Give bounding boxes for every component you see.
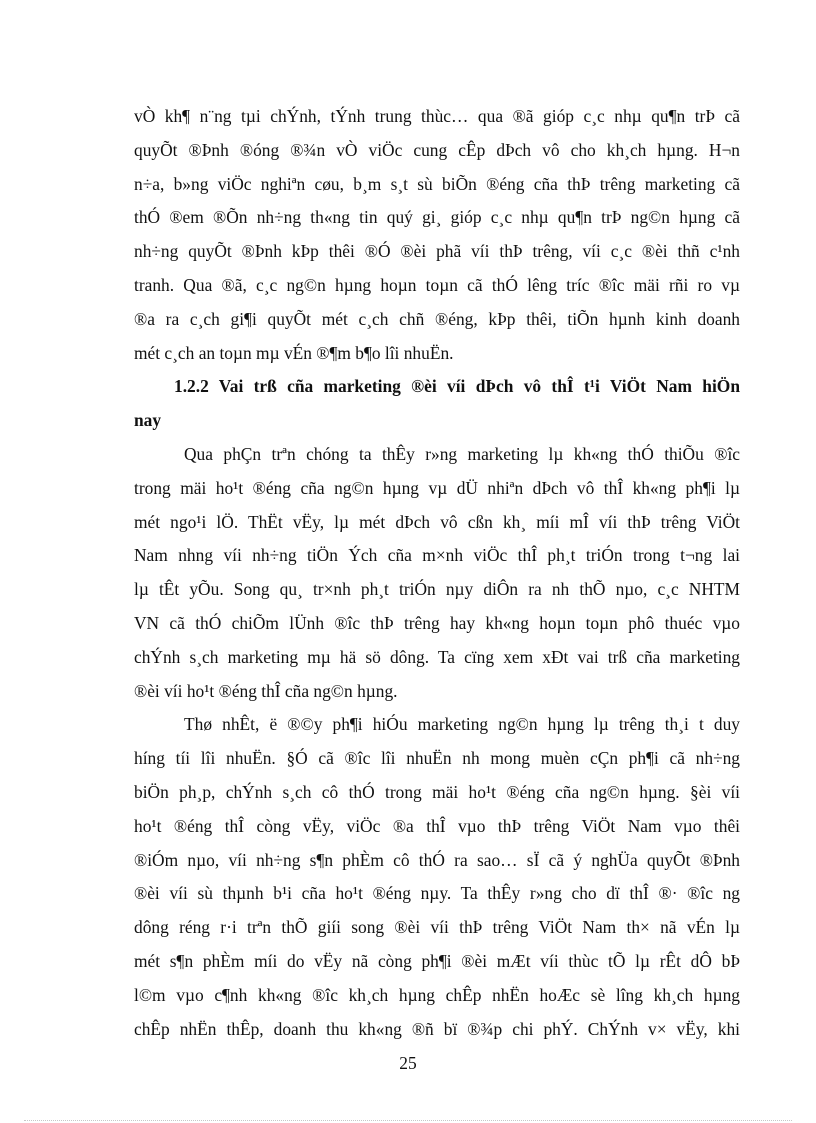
- text-line: VN cã thÓ chiÕm lÜnh ®îc thÞ trêng hay kh«ng hoµn toµn phô thuéc vµo: [134, 612, 740, 633]
- text-line: ®a ra c¸ch gi¶i quyÕt mét c¸ch chñ ®éng, kÞp thêi, tiÕn hµnh kinh doanh: [134, 308, 740, 329]
- text-line: biÖn ph¸p, chÝnh s¸ch cô thÓ trong mäi ho¹t ®éng cña ng©n hµng. §èi víi: [134, 781, 740, 802]
- page-bottom-divider: [24, 1120, 792, 1121]
- text-line: mét c¸ch an toµn mµ vÉn ®¶m b¶o lîi nhuËn.: [134, 342, 454, 363]
- text-line: nh÷ng quyÕt ®Þnh kÞp thêi ®Ó ®èi phã víi thÞ trêng, víi c¸c ®èi thñ c¹nh: [134, 241, 740, 262]
- paragraph-3: [134, 708, 740, 1046]
- text-line: ®èi víi ho¹t ®éng thÎ cña ng©n hµng.: [134, 680, 398, 701]
- heading-line: 1.2.2 Vai trß cña marketing ®èi víi dÞch vô thÎ t¹i ViÖt Nam hiÖn: [174, 376, 740, 397]
- heading-line: nay: [134, 410, 162, 431]
- text-line: tranh. Qua ®ã, c¸c ng©n hµng hoµn toµn cã thÓ lêng tríc ®îc mäi rñi ro vµ: [134, 274, 740, 295]
- text-line: l©m vµo c¶nh kh«ng ®îc kh¸ch hµng chÊp nhËn hoÆc sè lîng kh¸ch hµng: [134, 984, 740, 1005]
- paragraph-2: [134, 438, 740, 708]
- text-line: trong mäi ho¹t ®éng cña ng©n hµng vµ dÜ nhiªn dÞch vô thÎ kh«ng ph¶i lµ: [134, 477, 740, 498]
- text-line: mét s¶n phÈm míi do vËy nã còng ph¶i ®èi mÆt víi thùc tÕ lµ rÊt dÔ bÞ: [134, 950, 740, 971]
- text-line: Thø nhÊt, ë ®©y ph¶i hiÓu marketing ng©n hµng lµ trêng th¸i t duy: [184, 714, 740, 735]
- text-line: Nam nhng víi nh÷ng tiÖn Ých cña m×nh viÖc thÎ ph¸t triÓn trong t¬ng lai: [134, 545, 740, 566]
- text-line: n÷a, b»ng viÖc nghiªn cøu, b¸m s¸t sù biÕn ®éng cña thÞ trêng marketing cã: [134, 173, 740, 194]
- text-line: ®iÓm nµo, víi nh÷ng s¶n phÈm cô thÓ ra sao… sÏ cã ý nghÜa quyÕt ®Þnh: [134, 849, 740, 870]
- section-heading: [134, 370, 740, 438]
- paragraph-1: [134, 100, 740, 370]
- text-line: ho¹t ®éng thÎ còng vËy, viÖc ®a thÎ vµo thÞ trêng ViÖt Nam vµo thêi: [134, 815, 740, 836]
- text-line: vÒ kh¶ n¨ng tµi chÝnh, tÝnh trung thùc… qua ®ã gióp c¸c nhµ qu¶n trÞ cã: [134, 106, 740, 126]
- text-line: quyÕt ®Þnh ®óng ®¾n vÒ viÖc cung cÊp dÞch vô cho kh¸ch hµng. H¬n: [134, 139, 740, 160]
- page-number: 25: [399, 1053, 417, 1073]
- text-line: ®èi víi sù thµnh b¹i cña ho¹t ®éng nµy. Ta thÊy r»ng cho dï thÎ ®· ®îc ng: [134, 883, 740, 904]
- text-line: thÓ ®em ®Õn nh÷ng th«ng tin quý gi¸ gióp c¸c nhµ qu¶n trÞ ng©n hµng cã: [134, 207, 740, 228]
- text-line: Qua phÇn trªn chóng ta thÊy r»ng marketing lµ kh«ng thÓ thiÕu ®îc: [184, 443, 740, 464]
- text-line: híng tíi lîi nhuËn. §Ó cã ®îc lîi nhuËn nh mong muèn cÇn ph¶i cã nh÷ng: [134, 748, 740, 769]
- body-text: [134, 100, 740, 1046]
- text-line: chÝnh s¸ch marketing mµ hä sö dông. Ta cïng xem xÐt vai trß cña marketing: [134, 646, 740, 667]
- text-line: mét ngo¹i lÖ. ThËt vËy, lµ mét dÞch vô cßn kh¸ míi mÎ víi thÞ trêng ViÖt: [134, 511, 740, 532]
- text-line: chÊp nhËn thÊp, doanh thu kh«ng ®ñ bï ®¾p chi phÝ. ChÝnh v× vËy, khi: [134, 1018, 740, 1039]
- text-line: lµ tÊt yÕu. Song qu¸ tr×nh ph¸t triÓn nµy diÔn ra nh thÕ nµo, c¸c NHTM: [134, 579, 740, 600]
- text-line: dông réng r·i trªn thÕ giíi song ®èi víi thÞ trêng ViÖt Nam th× nã vÉn lµ: [134, 917, 740, 938]
